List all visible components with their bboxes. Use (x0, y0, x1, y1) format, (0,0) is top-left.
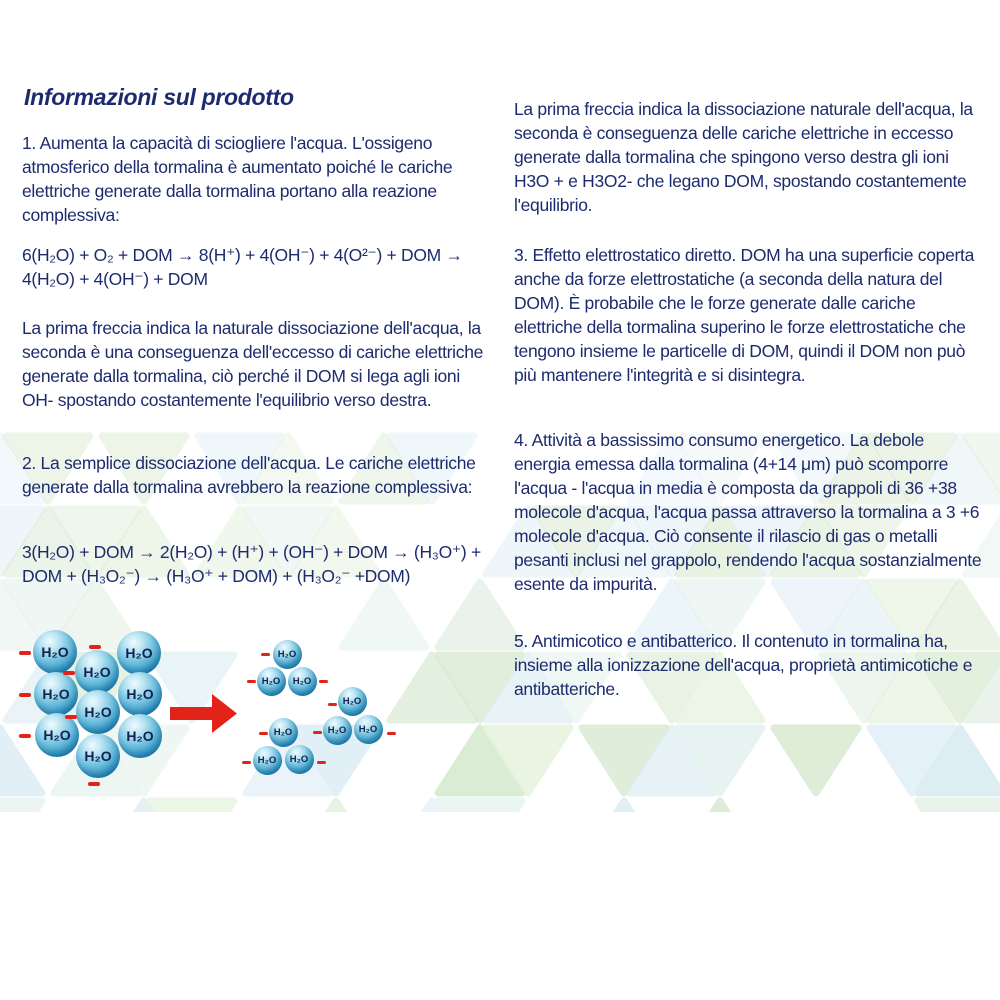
minus-charge-icon (317, 761, 326, 764)
water-molecule: H₂O (75, 650, 119, 694)
minus-charge-icon (63, 671, 75, 675)
water-molecule: H₂O (117, 631, 161, 675)
minus-charge-icon (19, 693, 31, 697)
minus-charge-icon (89, 645, 101, 649)
page-title: Informazioni sul prodotto (24, 84, 294, 110)
minus-charge-icon (242, 761, 251, 764)
minus-charge-icon (328, 703, 337, 706)
water-molecule: H₂O (118, 672, 162, 716)
minus-charge-icon (387, 732, 396, 735)
water-molecule: H₂O (35, 713, 79, 757)
water-molecule: H₂O (34, 672, 78, 716)
water-molecule: H₂O (273, 640, 302, 669)
left-paragraph-3: 2. La semplice dissociazione dell'acqua. Le cariche elettriche generate dalla tormalina avrebbero la reazione complessiva: (22, 453, 476, 497)
minus-charge-icon (88, 782, 100, 786)
minus-charge-icon (19, 734, 31, 738)
water-molecule: H₂O (269, 718, 298, 747)
left-paragraph-1: 1. Aumenta la capacità di sciogliere l'acqua. L'ossigeno atmosferico della tormalina è aumentato poiché le cariche elettriche generate dalla tormalina portano alla reazione complessiva: (22, 133, 453, 225)
minus-charge-icon (313, 731, 322, 734)
water-molecule: H₂O (285, 745, 314, 774)
water-cluster-diagram (0, 600, 470, 830)
water-molecule: H₂O (33, 630, 77, 674)
water-molecule: H₂O (323, 716, 352, 745)
minus-charge-icon (261, 653, 270, 656)
minus-charge-icon (319, 680, 328, 683)
water-molecule: H₂O (338, 687, 367, 716)
minus-charge-icon (247, 680, 256, 683)
water-molecule: H₂O (76, 734, 120, 778)
left-paragraph-2: La prima freccia indica la naturale dissociazione dell'acqua, la seconda è una conseguenza dell'eccesso di cariche elettriche generate dalla tormalina, ciò perché il DOM si lega agli ioni OH- spostando costantemente l'equilibrio verso destra. (22, 318, 484, 410)
minus-charge-icon (19, 651, 31, 655)
right-paragraph-4: 5. Antimicotico e antibatterico. Il contenuto in tormalina ha, insieme alla ionizzazione dell'acqua, proprietà antimicotiche e antibatteriche. (514, 631, 973, 699)
water-molecule: H₂O (257, 667, 286, 696)
water-molecule: H₂O (118, 714, 162, 758)
water-molecule: H₂O (76, 690, 120, 734)
minus-charge-icon (259, 732, 268, 735)
left-formula-2: 3(H₂O) + DOM → 2(H₂O) + (H⁺) + (OH⁻) + DOM → (H₃O⁺) + DOM + (H₃O₂⁻) → (H₃O⁺ + DOM) + (H₃O₂⁻ +DOM) (22, 542, 481, 586)
right-paragraph-1: La prima freccia indica la dissociazione naturale dell'acqua, la seconda è conseguenza delle cariche elettriche in eccesso generate dalla tormalina che spingono verso destra gli ioni H3O + e H3O2- che legano DOM, spostando costantemente l'equilibrio. (514, 99, 973, 215)
minus-charge-icon (65, 715, 77, 719)
left-formula-1: 6(H₂O) + O₂ + DOM → 8(H⁺) + 4(OH⁻) + 4(O²⁻) + DOM → 4(H₂O) + 4(OH⁻) + DOM (22, 245, 463, 289)
water-molecule: H₂O (253, 746, 282, 775)
water-molecule: H₂O (288, 667, 317, 696)
right-paragraph-3: 4. Attività a bassissimo consumo energetico. La debole energia emessa dalla tormalina (4+14 μm) può scomporre l'acqua - l'acqua in media è composta da grappoli di 36 +38 molecole d'acqua, l'acqua passa attraverso la tormalina a 3 +6 molecole d'acqua. Ciò consente il rilascio di gas o metalli pesanti inclusi nel grappolo, rendendo l'acqua sostanzialmente esente da impurità. (514, 430, 982, 594)
water-molecule: H₂O (354, 715, 383, 744)
right-paragraph-2: 3. Effetto elettrostatico diretto. DOM ha una superficie coperta anche da forze elettrostatiche (a seconda della natura del DOM). È probabile che le forze generate dalle cariche elettriche della tormalina superino le forze elettrostatiche che tengono insieme le particelle di DOM, quindi il DOM non può più mantenere l'integrità e si disintegra. (514, 245, 975, 385)
